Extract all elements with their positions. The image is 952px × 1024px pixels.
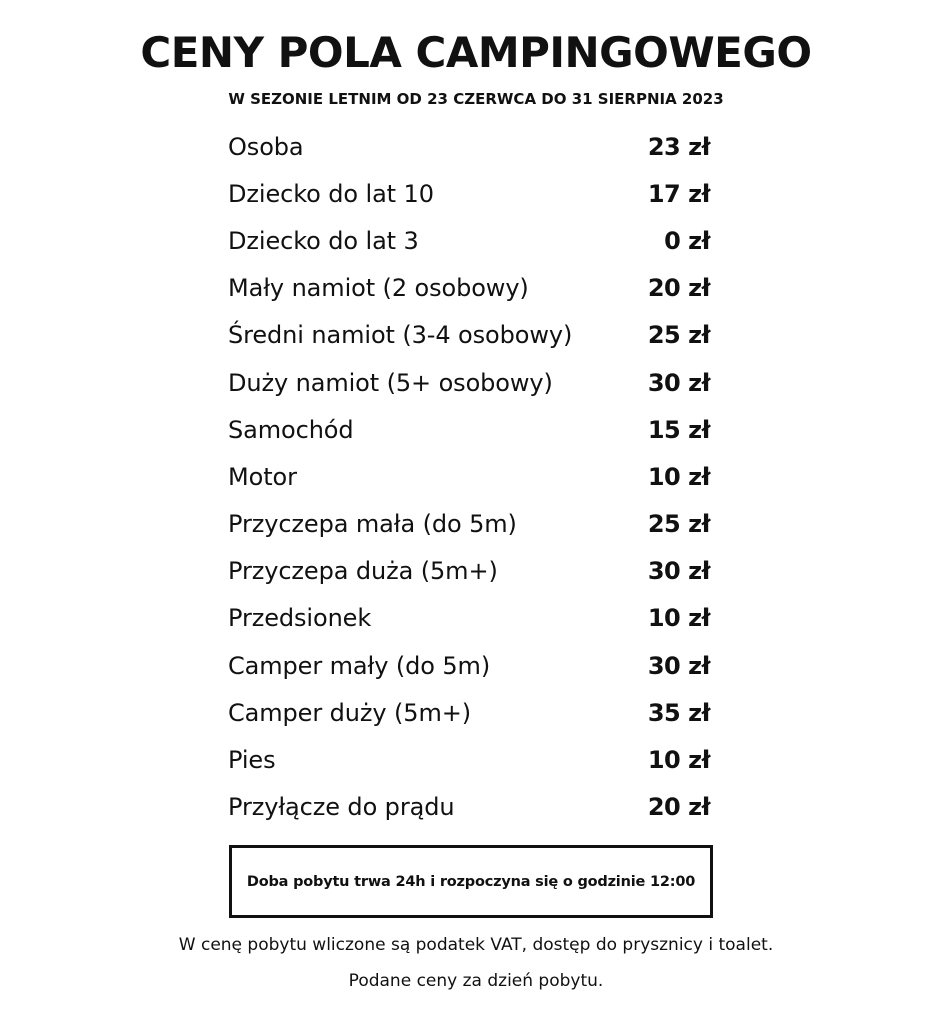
item-price: 0 zł [664, 226, 710, 255]
price-row [228, 265, 710, 312]
item-label: Średni namiot (3-4 osobowy) [228, 321, 573, 350]
item-price: 20 zł [647, 793, 710, 822]
check-in-notice-text: Doba pobytu trwa 24h i rozpoczyna się o godzinie 12:00 [246, 873, 696, 890]
item-label: Camper duży (5m+) [228, 698, 471, 727]
price-row [228, 548, 710, 595]
price-row [228, 359, 710, 406]
item-label: Dziecko do lat 3 [228, 226, 419, 255]
item-label: Duży namiot (5+ osobowy) [228, 368, 553, 397]
price-row [228, 642, 710, 689]
price-row [228, 312, 710, 359]
price-row [228, 217, 710, 264]
item-label: Osoba [228, 132, 304, 161]
item-price: 25 zł [647, 321, 710, 350]
season-subtitle: W SEZONIE LETNIM OD 23 CZERWCA DO 31 SIERPNIA 2023 [228, 90, 724, 108]
item-price: 30 zł [647, 557, 710, 586]
item-price: 15 zł [647, 415, 710, 444]
item-label: Mały namiot (2 osobowy) [228, 274, 529, 303]
item-label: Dziecko do lat 10 [228, 179, 434, 208]
item-label: Przedsionek [228, 604, 372, 633]
item-label: Samochód [228, 415, 354, 444]
item-label: Camper mały (do 5m) [228, 651, 491, 680]
item-price: 23 zł [647, 132, 710, 161]
price-list [228, 123, 710, 831]
item-label: Przyczepa mała (do 5m) [228, 510, 517, 539]
price-row [228, 501, 710, 548]
item-label: Przyczepa duża (5m+) [228, 557, 498, 586]
item-price: 30 zł [647, 368, 710, 397]
price-row [228, 689, 710, 736]
item-price: 10 zł [647, 604, 710, 633]
item-price: 17 zł [647, 179, 710, 208]
price-row [228, 406, 710, 453]
item-label: Motor [228, 462, 297, 491]
price-row [228, 784, 710, 831]
price-row [228, 123, 710, 170]
item-price: 10 zł [647, 462, 710, 491]
item-label: Przyłącze do prądu [228, 793, 455, 822]
per-day-note: Podane ceny za dzień pobytu. [348, 971, 604, 991]
included-services-note: W cenę pobytu wliczone są podatek VAT, dostęp do prysznicy i toalet. [178, 935, 774, 955]
item-price: 25 zł [647, 510, 710, 539]
item-price: 30 zł [647, 651, 710, 680]
price-row [228, 170, 710, 217]
price-row [228, 453, 710, 500]
item-price: 10 zł [647, 746, 710, 775]
price-row [228, 595, 710, 642]
item-label: Pies [228, 746, 276, 775]
page-title: CENY POLA CAMPINGOWEGO [140, 28, 812, 77]
check-in-notice-box [229, 845, 713, 918]
item-price: 20 zł [647, 274, 710, 303]
item-price: 35 zł [647, 698, 710, 727]
price-row [228, 736, 710, 783]
